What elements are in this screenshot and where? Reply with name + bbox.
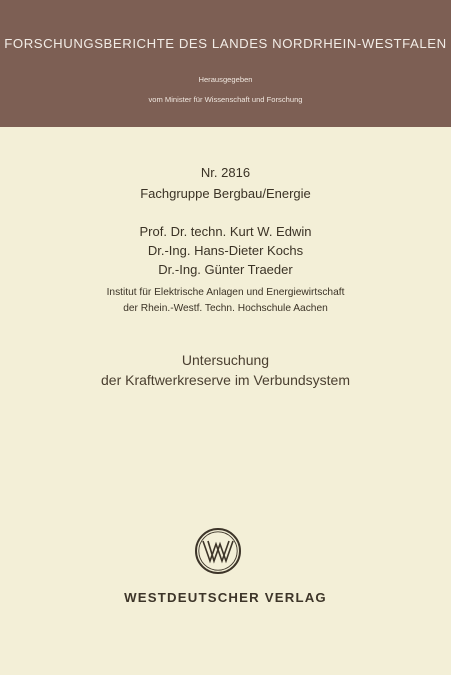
title-line-2: der Kraftwerkreserve im Verbundsystem [101, 372, 350, 388]
series-title: FORSCHUNGSBERICHTE DES LANDES NORDRHEIN-WESTFALEN [4, 36, 447, 51]
editor-label: Herausgegeben [198, 75, 253, 84]
editor-name: vom Minister für Wissenschaft und Forschung [148, 95, 303, 104]
title-line-1: Untersuchung [181, 352, 270, 368]
author-3: Dr.-Ing. Günter Traeder [158, 262, 293, 277]
institute-line-2: der Rhein.-Westf. Techn. Hochschule Aachen [123, 303, 328, 314]
author-1: Prof. Dr. techn. Kurt W. Edwin [139, 224, 312, 239]
series-banner [0, 0, 451, 127]
report-number: Nr. 2816 [200, 165, 251, 180]
publisher-name: WESTDEUTSCHER VERLAG [124, 590, 327, 605]
publisher-logo-icon [194, 527, 242, 575]
author-2: Dr.-Ing. Hans-Dieter Kochs [147, 243, 304, 258]
institute-line-1: Institut für Elektrische Anlagen und Energiewirtschaft [106, 287, 345, 298]
report-group: Fachgruppe Bergbau/Energie [140, 186, 311, 201]
